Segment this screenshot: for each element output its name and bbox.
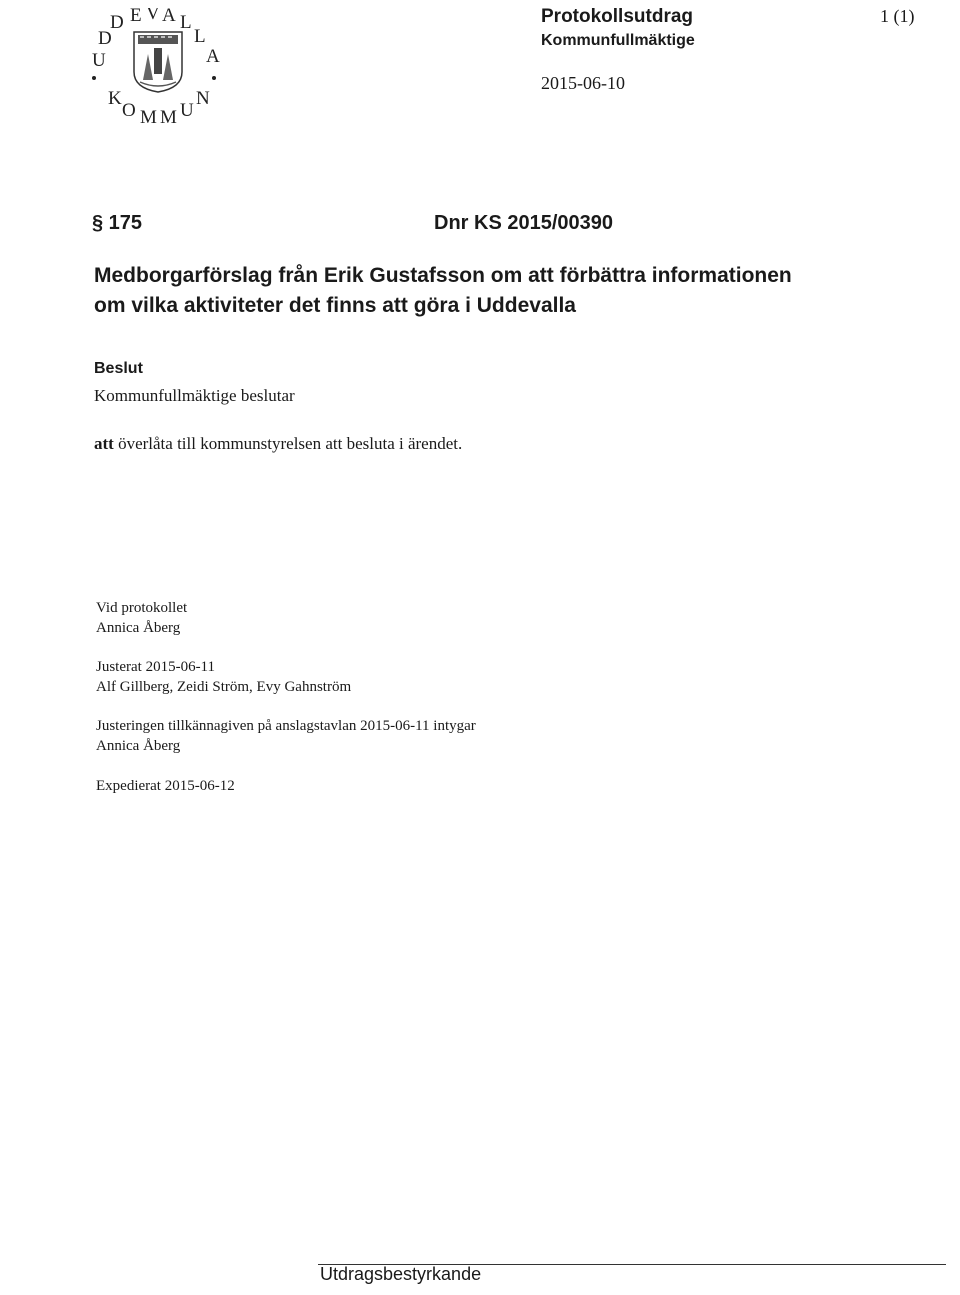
svg-text:U: U	[180, 100, 194, 121]
signature-label: Utdragsbestyrkande	[320, 1264, 482, 1284]
paragraph-number: § 175	[92, 212, 143, 234]
svg-text:D: D	[110, 12, 124, 33]
svg-text:L: L	[194, 26, 206, 47]
issuing-body: Kommunfullmäktige	[541, 32, 695, 49]
municipality-seal	[86, 8, 236, 130]
svg-text:A: A	[206, 46, 220, 67]
notice-board-statement: Justeringen tillkännagiven på anslagstavlan 2015-06-11 intygar	[96, 718, 476, 734]
svg-text:K: K	[108, 88, 122, 109]
decision-intro: Kommunfullmäktige beslutar	[94, 386, 295, 405]
decision-heading: Beslut	[94, 360, 143, 377]
svg-text:M: M	[140, 107, 157, 128]
svg-text:E: E	[130, 8, 142, 26]
svg-text:D: D	[98, 28, 112, 49]
document-type: Protokollsutdrag	[541, 6, 694, 27]
adjusters: Alf Gillberg, Zeidi Ström, Evy Gahnström	[96, 679, 352, 695]
svg-text:M: M	[160, 107, 177, 128]
notice-board-certifier: Annica Åberg	[96, 738, 181, 754]
meeting-date: 2015-06-10	[541, 73, 625, 93]
case-number: Dnr KS 2015/00390	[434, 212, 614, 234]
decision-text	[94, 434, 462, 454]
svg-text:V: V	[146, 8, 160, 24]
case-title-line-2: om vilka aktiviteter det finns att göra i Uddevalla	[94, 294, 576, 317]
svg-text:U: U	[92, 50, 106, 71]
svg-text:N: N	[196, 88, 210, 109]
svg-text:A: A	[162, 8, 176, 26]
svg-text:L: L	[180, 12, 192, 33]
case-title-line-1: Medborgarförslag från Erik Gustafsson om att förbättra informationen	[94, 264, 792, 287]
page-number: 1 (1)	[880, 6, 915, 26]
protocol-keeper-name: Annica Åberg	[96, 620, 181, 636]
dispatched-date: Expedierat 2015-06-12	[96, 778, 235, 794]
decision-body: överlåta till kommunstyrelsen att besluta i ärendet.	[118, 434, 463, 453]
att-keyword: att	[94, 434, 114, 453]
adjusted-date: Justerat 2015-06-11	[96, 659, 216, 675]
protocol-keeper-label: Vid protokollet	[96, 600, 188, 616]
svg-text:O: O	[122, 100, 136, 121]
